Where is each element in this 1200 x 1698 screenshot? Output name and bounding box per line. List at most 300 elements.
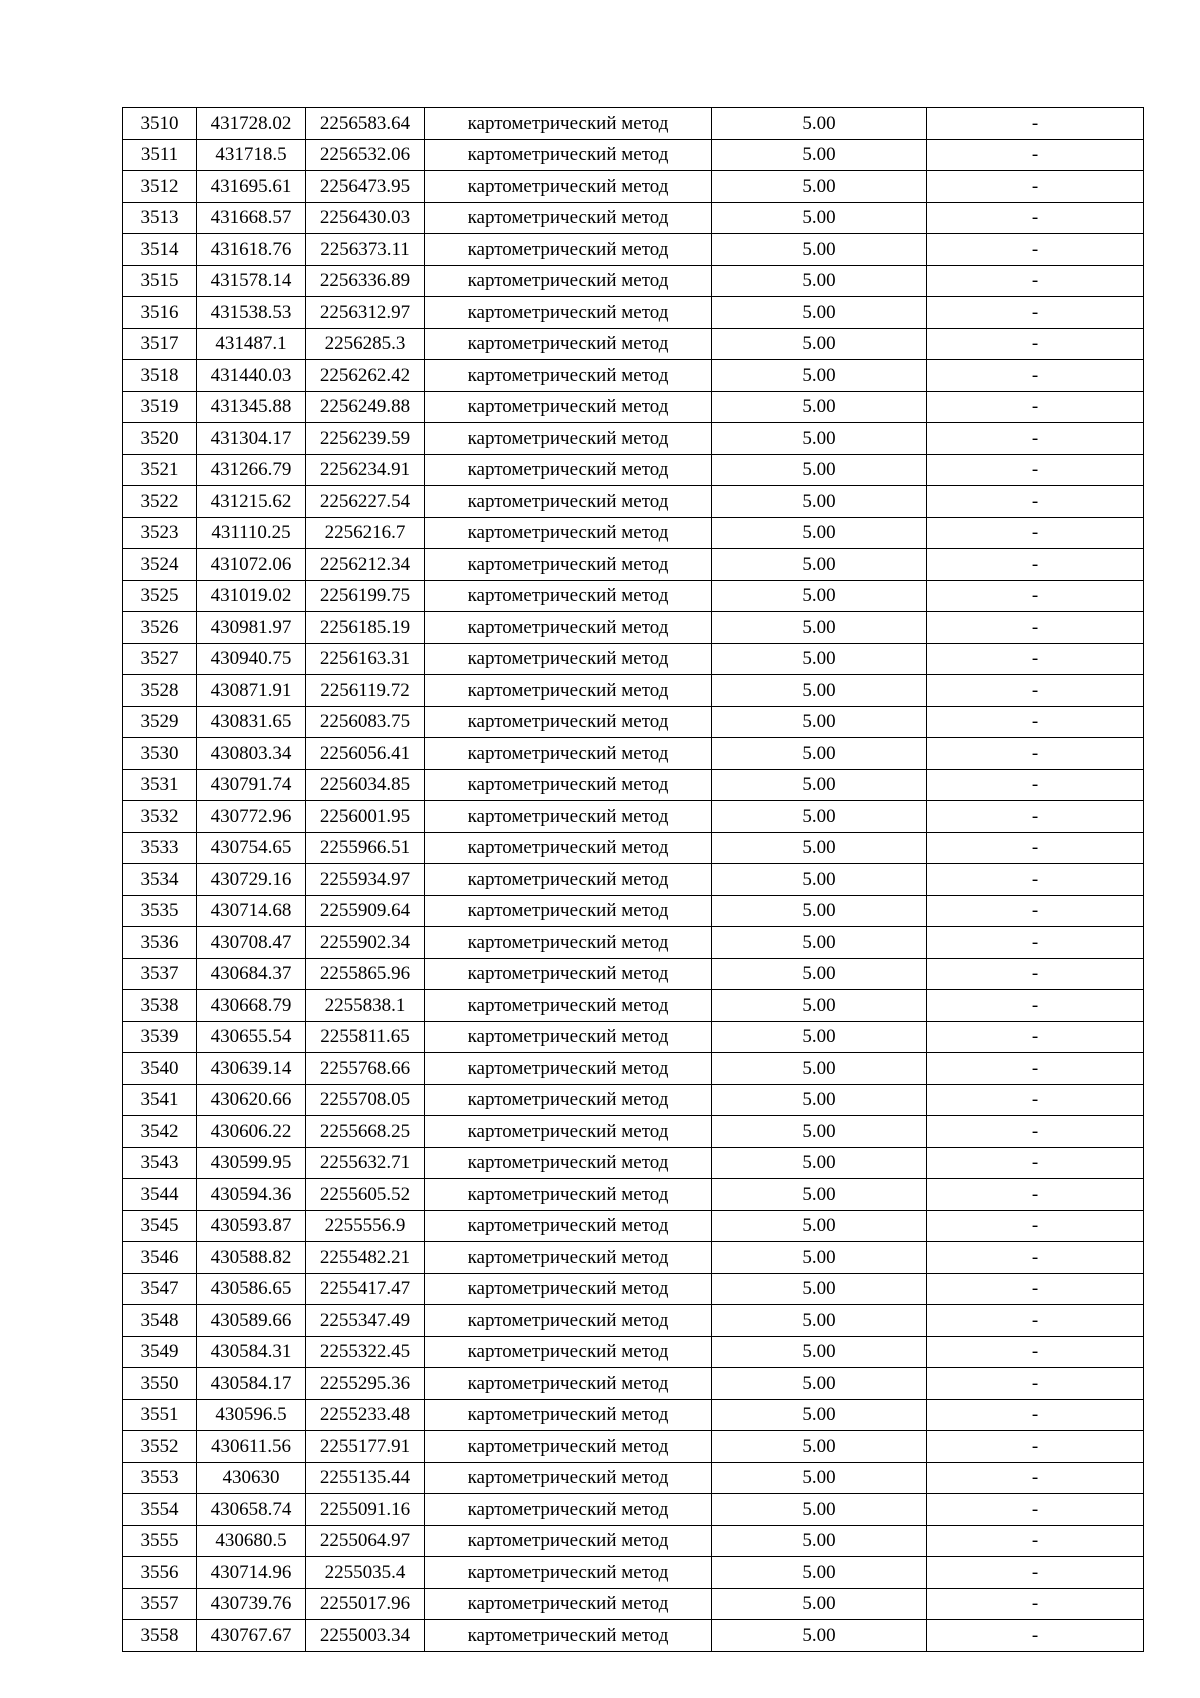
method-cell: картометрический метод [425,1273,712,1305]
accuracy-cell: 5.00 [712,108,927,140]
note-cell: - [927,832,1144,864]
note-cell: - [927,1525,1144,1557]
x-coordinate-cell: 430739.76 [197,1588,306,1620]
y-coordinate-cell: 2255708.05 [306,1084,425,1116]
method-cell: картометрический метод [425,1305,712,1337]
y-coordinate-cell: 2256234.91 [306,454,425,486]
note-cell: - [927,297,1144,329]
point-number-cell: 3530 [123,738,197,770]
point-number-cell: 3525 [123,580,197,612]
table-row [123,1273,1144,1305]
method-cell: картометрический метод [425,1525,712,1557]
method-cell: картометрический метод [425,486,712,518]
point-number-cell: 3514 [123,234,197,266]
x-coordinate-cell: 430714.68 [197,895,306,927]
note-cell: - [927,1431,1144,1463]
table-row [123,139,1144,171]
point-number-cell: 3539 [123,1021,197,1053]
table-row [123,1494,1144,1526]
x-coordinate-cell: 430611.56 [197,1431,306,1463]
table-row [123,1242,1144,1274]
x-coordinate-cell: 431668.57 [197,202,306,234]
table-row [123,391,1144,423]
point-number-cell: 3524 [123,549,197,581]
note-cell: - [927,769,1144,801]
x-coordinate-cell: 430981.97 [197,612,306,644]
x-coordinate-cell: 430684.37 [197,958,306,990]
method-cell: картометрический метод [425,1588,712,1620]
x-coordinate-cell: 431266.79 [197,454,306,486]
x-coordinate-cell: 430593.87 [197,1210,306,1242]
accuracy-cell: 5.00 [712,549,927,581]
y-coordinate-cell: 2255632.71 [306,1147,425,1179]
x-coordinate-cell: 431440.03 [197,360,306,392]
x-coordinate-cell: 430803.34 [197,738,306,770]
method-cell: картометрический метод [425,265,712,297]
method-cell: картометрический метод [425,1462,712,1494]
method-cell: картометрический метод [425,1431,712,1463]
table-row [123,801,1144,833]
coordinates-table-body [123,108,1144,1652]
table-row [123,580,1144,612]
accuracy-cell: 5.00 [712,1494,927,1526]
y-coordinate-cell: 2255064.97 [306,1525,425,1557]
note-cell: - [927,1147,1144,1179]
point-number-cell: 3553 [123,1462,197,1494]
accuracy-cell: 5.00 [712,391,927,423]
table-row [123,958,1144,990]
point-number-cell: 3528 [123,675,197,707]
x-coordinate-cell: 430680.5 [197,1525,306,1557]
accuracy-cell: 5.00 [712,769,927,801]
x-coordinate-cell: 431578.14 [197,265,306,297]
point-number-cell: 3549 [123,1336,197,1368]
y-coordinate-cell: 2256532.06 [306,139,425,171]
table-row [123,1116,1144,1148]
accuracy-cell: 5.00 [712,1399,927,1431]
x-coordinate-cell: 431618.76 [197,234,306,266]
accuracy-cell: 5.00 [712,1273,927,1305]
method-cell: картометрический метод [425,1053,712,1085]
x-coordinate-cell: 430658.74 [197,1494,306,1526]
x-coordinate-cell: 431538.53 [197,297,306,329]
accuracy-cell: 5.00 [712,927,927,959]
accuracy-cell: 5.00 [712,297,927,329]
note-cell: - [927,328,1144,360]
y-coordinate-cell: 2256583.64 [306,108,425,140]
method-cell: картометрический метод [425,297,712,329]
table-row [123,769,1144,801]
x-coordinate-cell: 431304.17 [197,423,306,455]
method-cell: картометрический метод [425,1557,712,1589]
accuracy-cell: 5.00 [712,328,927,360]
y-coordinate-cell: 2256249.88 [306,391,425,423]
table-row [123,517,1144,549]
method-cell: картометрический метод [425,675,712,707]
y-coordinate-cell: 2256336.89 [306,265,425,297]
point-number-cell: 3555 [123,1525,197,1557]
accuracy-cell: 5.00 [712,171,927,203]
y-coordinate-cell: 2256199.75 [306,580,425,612]
method-cell: картометрический метод [425,927,712,959]
point-number-cell: 3520 [123,423,197,455]
method-cell: картометрический метод [425,1210,712,1242]
accuracy-cell: 5.00 [712,423,927,455]
accuracy-cell: 5.00 [712,486,927,518]
x-coordinate-cell: 430584.31 [197,1336,306,1368]
note-cell: - [927,864,1144,896]
method-cell: картометрический метод [425,1147,712,1179]
note-cell: - [927,1116,1144,1148]
note-cell: - [927,1021,1144,1053]
accuracy-cell: 5.00 [712,1147,927,1179]
x-coordinate-cell: 431345.88 [197,391,306,423]
y-coordinate-cell: 2255482.21 [306,1242,425,1274]
point-number-cell: 3522 [123,486,197,518]
table-row [123,832,1144,864]
y-coordinate-cell: 2255902.34 [306,927,425,959]
table-row [123,1399,1144,1431]
y-coordinate-cell: 2256212.34 [306,549,425,581]
table-row [123,1147,1144,1179]
note-cell: - [927,1399,1144,1431]
method-cell: картометрический метод [425,517,712,549]
table-row [123,643,1144,675]
table-row [123,454,1144,486]
note-cell: - [927,643,1144,675]
method-cell: картометрический метод [425,391,712,423]
accuracy-cell: 5.00 [712,265,927,297]
y-coordinate-cell: 2255177.91 [306,1431,425,1463]
x-coordinate-cell: 430588.82 [197,1242,306,1274]
table-row [123,927,1144,959]
accuracy-cell: 5.00 [712,864,927,896]
y-coordinate-cell: 2256473.95 [306,171,425,203]
table-row [123,1525,1144,1557]
y-coordinate-cell: 2256001.95 [306,801,425,833]
point-number-cell: 3557 [123,1588,197,1620]
method-cell: картометрический метод [425,990,712,1022]
y-coordinate-cell: 2256239.59 [306,423,425,455]
x-coordinate-cell: 430767.67 [197,1620,306,1652]
table-row [123,1305,1144,1337]
accuracy-cell: 5.00 [712,1084,927,1116]
point-number-cell: 3523 [123,517,197,549]
y-coordinate-cell: 2256056.41 [306,738,425,770]
table-row [123,265,1144,297]
table-row [123,1431,1144,1463]
accuracy-cell: 5.00 [712,1305,927,1337]
note-cell: - [927,517,1144,549]
method-cell: картометрический метод [425,1084,712,1116]
x-coordinate-cell: 430589.66 [197,1305,306,1337]
point-number-cell: 3521 [123,454,197,486]
point-number-cell: 3552 [123,1431,197,1463]
method-cell: картометрический метод [425,454,712,486]
x-coordinate-cell: 430714.96 [197,1557,306,1589]
table-row [123,612,1144,644]
point-number-cell: 3532 [123,801,197,833]
y-coordinate-cell: 2255556.9 [306,1210,425,1242]
note-cell: - [927,360,1144,392]
point-number-cell: 3512 [123,171,197,203]
accuracy-cell: 5.00 [712,1053,927,1085]
note-cell: - [927,1462,1144,1494]
x-coordinate-cell: 430772.96 [197,801,306,833]
accuracy-cell: 5.00 [712,1336,927,1368]
method-cell: картометрический метод [425,801,712,833]
method-cell: картометрический метод [425,1021,712,1053]
method-cell: картометрический метод [425,1179,712,1211]
y-coordinate-cell: 2256034.85 [306,769,425,801]
point-number-cell: 3538 [123,990,197,1022]
accuracy-cell: 5.00 [712,801,927,833]
table-row [123,895,1144,927]
point-number-cell: 3515 [123,265,197,297]
accuracy-cell: 5.00 [712,706,927,738]
method-cell: картометрический метод [425,549,712,581]
note-cell: - [927,423,1144,455]
x-coordinate-cell: 430599.95 [197,1147,306,1179]
x-coordinate-cell: 430630 [197,1462,306,1494]
y-coordinate-cell: 2256083.75 [306,706,425,738]
y-coordinate-cell: 2255768.66 [306,1053,425,1085]
point-number-cell: 3513 [123,202,197,234]
note-cell: - [927,1588,1144,1620]
note-cell: - [927,108,1144,140]
note-cell: - [927,706,1144,738]
method-cell: картометрический метод [425,234,712,266]
method-cell: картометрический метод [425,139,712,171]
note-cell: - [927,391,1144,423]
point-number-cell: 3526 [123,612,197,644]
note-cell: - [927,1494,1144,1526]
x-coordinate-cell: 430871.91 [197,675,306,707]
accuracy-cell: 5.00 [712,454,927,486]
note-cell: - [927,1620,1144,1652]
x-coordinate-cell: 430594.36 [197,1179,306,1211]
note-cell: - [927,1084,1144,1116]
x-coordinate-cell: 431487.1 [197,328,306,360]
accuracy-cell: 5.00 [712,360,927,392]
y-coordinate-cell: 2255909.64 [306,895,425,927]
note-cell: - [927,486,1144,518]
x-coordinate-cell: 431718.5 [197,139,306,171]
table-row [123,202,1144,234]
x-coordinate-cell: 430606.22 [197,1116,306,1148]
x-coordinate-cell: 430940.75 [197,643,306,675]
x-coordinate-cell: 430729.16 [197,864,306,896]
table-row [123,706,1144,738]
method-cell: картометрический метод [425,769,712,801]
accuracy-cell: 5.00 [712,832,927,864]
method-cell: картометрический метод [425,612,712,644]
note-cell: - [927,801,1144,833]
note-cell: - [927,612,1144,644]
y-coordinate-cell: 2255017.96 [306,1588,425,1620]
y-coordinate-cell: 2255295.36 [306,1368,425,1400]
y-coordinate-cell: 2256185.19 [306,612,425,644]
y-coordinate-cell: 2255865.96 [306,958,425,990]
y-coordinate-cell: 2255322.45 [306,1336,425,1368]
table-row [123,1368,1144,1400]
accuracy-cell: 5.00 [712,580,927,612]
y-coordinate-cell: 2256285.3 [306,328,425,360]
coordinates-table [122,107,1144,1652]
table-row [123,1620,1144,1652]
x-coordinate-cell: 431215.62 [197,486,306,518]
point-number-cell: 3550 [123,1368,197,1400]
x-coordinate-cell: 430668.79 [197,990,306,1022]
y-coordinate-cell: 2255091.16 [306,1494,425,1526]
method-cell: картометрический метод [425,423,712,455]
y-coordinate-cell: 2255811.65 [306,1021,425,1053]
x-coordinate-cell: 430791.74 [197,769,306,801]
method-cell: картометрический метод [425,643,712,675]
point-number-cell: 3545 [123,1210,197,1242]
y-coordinate-cell: 2255347.49 [306,1305,425,1337]
note-cell: - [927,549,1144,581]
point-number-cell: 3536 [123,927,197,959]
y-coordinate-cell: 2255966.51 [306,832,425,864]
note-cell: - [927,1557,1144,1589]
point-number-cell: 3517 [123,328,197,360]
y-coordinate-cell: 2256216.7 [306,517,425,549]
x-coordinate-cell: 430596.5 [197,1399,306,1431]
table-row [123,549,1144,581]
y-coordinate-cell: 2255003.34 [306,1620,425,1652]
point-number-cell: 3519 [123,391,197,423]
y-coordinate-cell: 2256163.31 [306,643,425,675]
x-coordinate-cell: 430708.47 [197,927,306,959]
y-coordinate-cell: 2255135.44 [306,1462,425,1494]
point-number-cell: 3531 [123,769,197,801]
x-coordinate-cell: 430620.66 [197,1084,306,1116]
note-cell: - [927,139,1144,171]
x-coordinate-cell: 431072.06 [197,549,306,581]
note-cell: - [927,1179,1144,1211]
point-number-cell: 3516 [123,297,197,329]
accuracy-cell: 5.00 [712,1431,927,1463]
x-coordinate-cell: 430586.65 [197,1273,306,1305]
method-cell: картометрический метод [425,1336,712,1368]
accuracy-cell: 5.00 [712,958,927,990]
method-cell: картометрический метод [425,1242,712,1274]
x-coordinate-cell: 430584.17 [197,1368,306,1400]
y-coordinate-cell: 2255934.97 [306,864,425,896]
note-cell: - [927,1368,1144,1400]
table-row [123,423,1144,455]
point-number-cell: 3534 [123,864,197,896]
y-coordinate-cell: 2256373.11 [306,234,425,266]
accuracy-cell: 5.00 [712,675,927,707]
point-number-cell: 3546 [123,1242,197,1274]
x-coordinate-cell: 430655.54 [197,1021,306,1053]
y-coordinate-cell: 2255838.1 [306,990,425,1022]
method-cell: картометрический метод [425,1620,712,1652]
y-coordinate-cell: 2256262.42 [306,360,425,392]
accuracy-cell: 5.00 [712,1588,927,1620]
table-row [123,108,1144,140]
accuracy-cell: 5.00 [712,1210,927,1242]
y-coordinate-cell: 2255668.25 [306,1116,425,1148]
method-cell: картометрический метод [425,1494,712,1526]
point-number-cell: 3527 [123,643,197,675]
table-row [123,990,1144,1022]
y-coordinate-cell: 2256312.97 [306,297,425,329]
point-number-cell: 3548 [123,1305,197,1337]
y-coordinate-cell: 2256430.03 [306,202,425,234]
note-cell: - [927,1210,1144,1242]
point-number-cell: 3541 [123,1084,197,1116]
method-cell: картометрический метод [425,1116,712,1148]
point-number-cell: 3542 [123,1116,197,1148]
table-row [123,675,1144,707]
accuracy-cell: 5.00 [712,1116,927,1148]
accuracy-cell: 5.00 [712,1242,927,1274]
accuracy-cell: 5.00 [712,1021,927,1053]
accuracy-cell: 5.00 [712,1525,927,1557]
table-row [123,864,1144,896]
note-cell: - [927,895,1144,927]
x-coordinate-cell: 430639.14 [197,1053,306,1085]
table-row [123,1210,1144,1242]
method-cell: картометрический метод [425,1399,712,1431]
note-cell: - [927,234,1144,266]
note-cell: - [927,738,1144,770]
note-cell: - [927,454,1144,486]
method-cell: картометрический метод [425,958,712,990]
point-number-cell: 3510 [123,108,197,140]
method-cell: картометрический метод [425,1368,712,1400]
y-coordinate-cell: 2256119.72 [306,675,425,707]
accuracy-cell: 5.00 [712,1557,927,1589]
method-cell: картометрический метод [425,202,712,234]
method-cell: картометрический метод [425,580,712,612]
point-number-cell: 3533 [123,832,197,864]
table-row [123,1084,1144,1116]
accuracy-cell: 5.00 [712,612,927,644]
table-row [123,171,1144,203]
x-coordinate-cell: 431695.61 [197,171,306,203]
table-row [123,1053,1144,1085]
y-coordinate-cell: 2255605.52 [306,1179,425,1211]
note-cell: - [927,675,1144,707]
accuracy-cell: 5.00 [712,895,927,927]
method-cell: картометрический метод [425,738,712,770]
accuracy-cell: 5.00 [712,990,927,1022]
accuracy-cell: 5.00 [712,139,927,171]
point-number-cell: 3518 [123,360,197,392]
table-row [123,1462,1144,1494]
table-row [123,297,1144,329]
accuracy-cell: 5.00 [712,738,927,770]
table-row [123,1179,1144,1211]
accuracy-cell: 5.00 [712,1179,927,1211]
point-number-cell: 3558 [123,1620,197,1652]
note-cell: - [927,1273,1144,1305]
method-cell: картометрический метод [425,171,712,203]
note-cell: - [927,171,1144,203]
table-row [123,234,1144,266]
point-number-cell: 3554 [123,1494,197,1526]
x-coordinate-cell: 430831.65 [197,706,306,738]
point-number-cell: 3543 [123,1147,197,1179]
y-coordinate-cell: 2255417.47 [306,1273,425,1305]
note-cell: - [927,1242,1144,1274]
method-cell: картометрический метод [425,832,712,864]
table-row [123,1557,1144,1589]
